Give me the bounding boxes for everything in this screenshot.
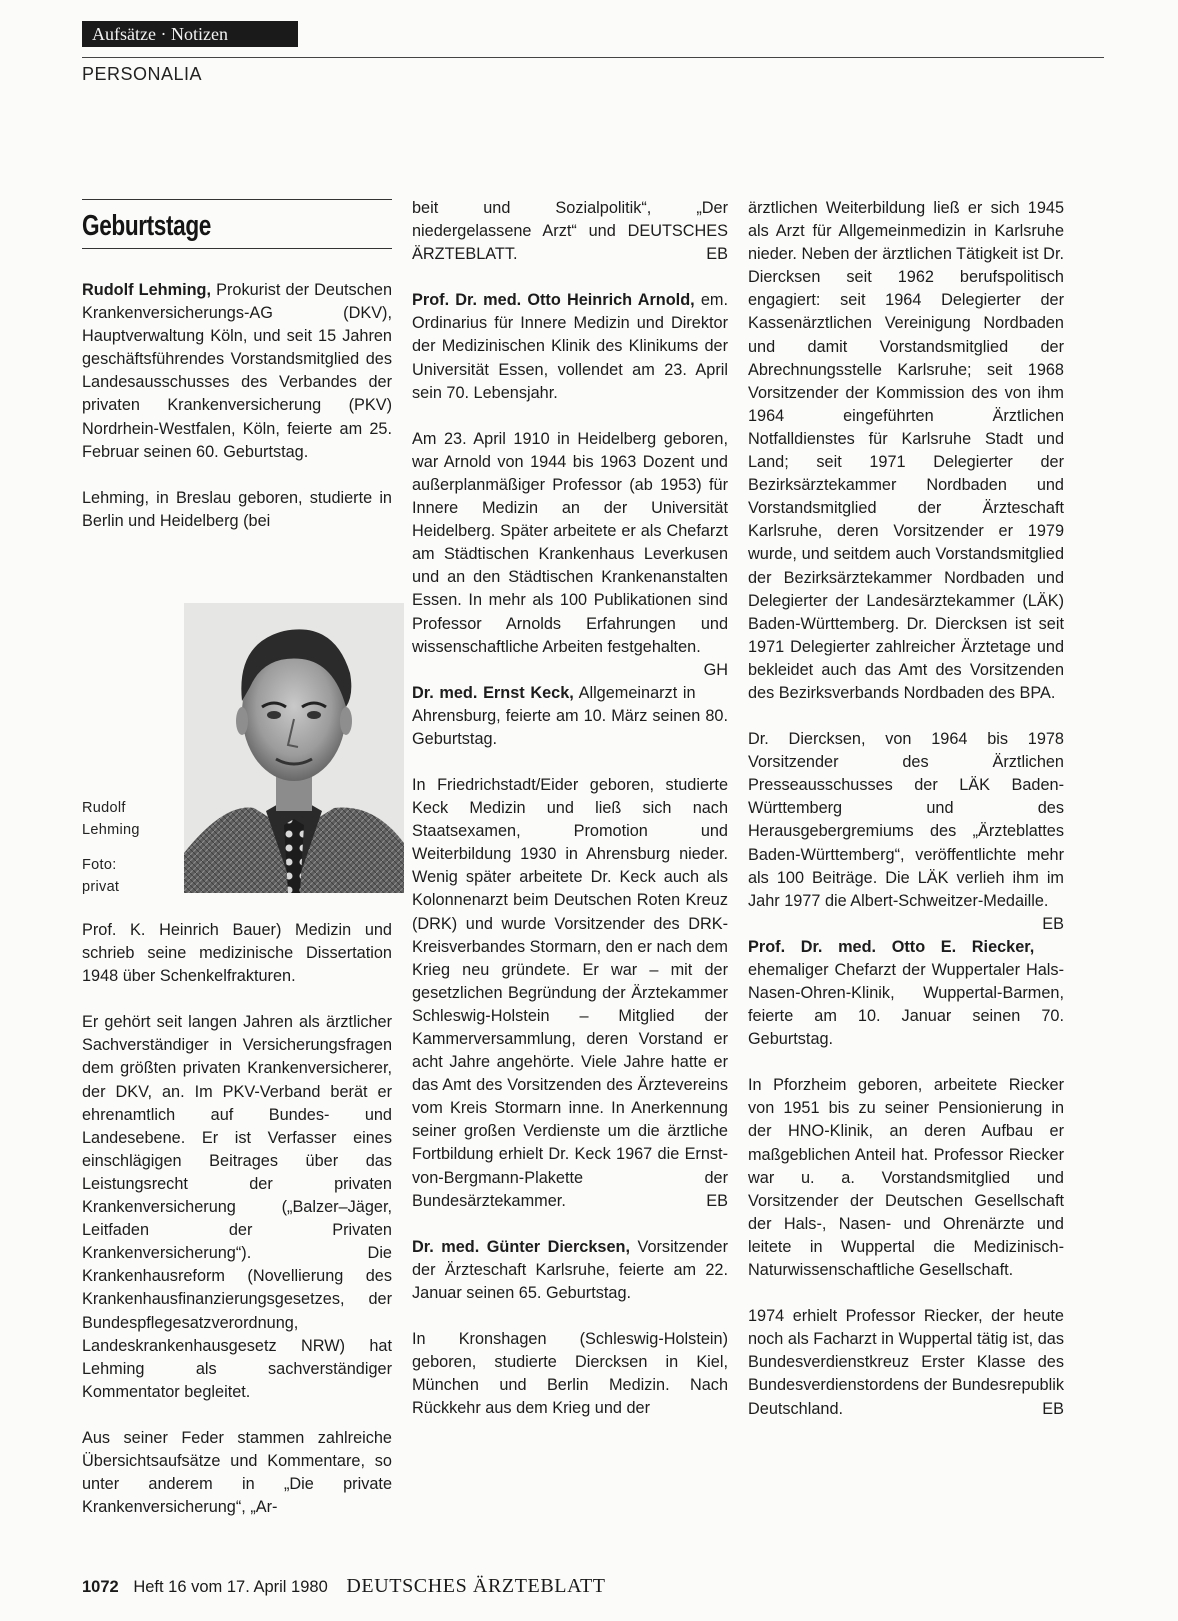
paragraph: Er gehört seit langen Jahren als ärztlicher Sachverständiger in Versicherungsfragen dem größten privaten Krankenversicherer, der DKV, an. Im PKV-Verband berät er ehrenamtlich auf Bundes- und Landesebene. Er ist Verfasser eines einschlägigen Beitrages über das Leistungsrecht der privaten Krankenversicherung („Balzer–Jäger, Leitfaden der Privaten Krankenversicherung“). Die Krankenhausreform (Novellierung des Krankenhausfinanzierungsgesetzes, der Bundespflegesatzverordnung, Landeskrankenhausgesetz NRW) hat Lehming als sachverständiger Kommentator begleitet.: [82, 1013, 392, 1401]
paragraph: In Friedrichstadt/Eider geboren, studierte Keck Medizin und ließ sich nach Staatsexamen, Promotion und Weiterbildung 1930 in Ahrensburg nieder. Wenig später arbeitete Dr. Keck auch als Kolonnenarzt beim Deutschen Roten Kreuz (DRK) und wurde Vorsitzender des DRK-Kreisverbandes Stormarn, den er nach dem Krieg neu gründete. Er war – mit der gesetzlichen Begründung der Ärztekammer Schleswig-Holstein – Mitglied der Kammerversammlung, deren Vorstand er acht Jahre angehörte. Viele Jahre hatte er das Amt des Vorsitzenden des Ärztevereins vom Kreis Stormarn inne. In Anerkennung seiner großen Verdienste um die ärztliche Fortbildung erhielt Dr. Keck 1967 die Ernst-von-Bergmann-Plakette der Bundesärztekammer. EB: [412, 774, 728, 1213]
paragraph: 1974 erhielt Professor Riecker, der heute noch als Facharzt in Wuppertal tätig ist, das Bundesverdienstkreuz Erster Klasse des Bundesverdienstordens der Bundesrepublik Deutschland. EB: [748, 1305, 1064, 1420]
paragraph: beit und Sozialpolitik“, „Der niedergelassene Arzt“ und DEUTSCHES ÄRZTEBLATT. EB: [412, 197, 728, 266]
header-rule: [82, 57, 1104, 58]
person-name: Rudolf Lehming,: [82, 281, 212, 299]
paragraph: Dr. med. Günter Diercksen, Vorsitzender der Ärzteschaft Karlsruhe, feierte am 22. Januar seinen 65. Geburtstag.: [412, 1237, 728, 1302]
paragraph: Dr. Diercksen, von 1964 bis 1978 Vorsitzender des Ärztlichen Presseausschusses der LÄK Baden-Württemberg und des Herausgebergremiums des „Ärzteblattes Baden-Württemberg“, veröffentlichte mehr als 100 Beiträge. Die LÄK verlieh ihm im Jahr 1977 die Albert-Schweitzer-Medaille. EB: [748, 728, 1064, 913]
paragraph: ärztlichen Weiterbildung ließ er sich 1945 als Arzt für Allgemeinmedizin in Karlsruhe nieder. Neben der ärztlichen Tätigkeit ist Dr. Diercksen seit 1962 berufspolitisch engagiert: seit 1964 Delegierter der Kassenärztlichen Vereinigung Nordbaden und damit Vorstandsmitglied der Abrechnungsstelle Karlsruhe; seit 1968 Vorsitzender der Kommission des von ihm 1964 eingeführten Ärztlichen Notfalldienstes für Karlsruhe Stadt und Land; seit 1971 Delegierter der Bezirksärztekammer Nordbaden und Vorstandsmitglied der Ärzteschaft Karlsruhe, deren Vorsitzender er 1979 wurde, und seitdem auch Vorstandsmitglied der Bezirksärztekammer Nordbaden und Delegierter der Landesärztekammer (LÄK) Baden-Württemberg. Dr. Diercksen ist seit 1971 Delegierter zahlreicher Ärztetage und bekleidet auch das Amt des Vorsitzenden des Bezirksverbands Nordbaden des BPA.: [748, 199, 1064, 702]
author-initials: GH: [703, 660, 728, 679]
article-heading: Geburtstage: [82, 210, 211, 242]
section-title: PERSONALIA: [82, 64, 203, 84]
page-number: 1072: [82, 1578, 119, 1596]
author-initials: EB: [1042, 1399, 1064, 1418]
column-3: [748, 197, 1064, 1444]
journal-name: DEUTSCHES ÄRZTEBLATT: [346, 1575, 606, 1597]
heading-rule-top: [82, 199, 392, 200]
paragraph: Prof. Dr. med. Otto E. Riecker, ehemaliger Chefarzt der Wuppertaler Hals-Nasen-Ohren-Klinik, Wuppertal-Barmen, feierte am 10. Januar seinen 70. Geburtstag.: [748, 937, 1064, 1049]
photo-caption-credit: Foto: privat: [82, 857, 120, 895]
person-name: Dr. med. Ernst Keck,: [412, 683, 574, 702]
person-name: Prof. Dr. med. Otto E. Riecker,: [748, 937, 1035, 956]
section-tag: Aufsätze · Notizen: [82, 21, 298, 47]
person-name: Prof. Dr. med. Otto Heinrich Arnold,: [412, 291, 695, 310]
person-name: Dr. med. Günter Diercksen,: [412, 1237, 630, 1256]
paragraph: Dr. med. Ernst Keck, Allgemeinarzt in Ahrensburg, feierte am 10. März seinen 80. Geburtstag.: [412, 683, 728, 748]
paragraph: Aus seiner Feder stammen zahlreiche Übersichtsaufsätze und Kommentare, so unter anderem in „Die private Krankenversicherung“, „Ar-: [82, 1428, 392, 1517]
heading-rule-bottom: [82, 248, 392, 249]
author-initials: EB: [706, 1191, 728, 1210]
paragraph: Am 23. April 1910 in Heidelberg geboren, war Arnold von 1944 bis 1963 Dozent und außerplanmäßiger Professor (ab 1953) für Innere Medizin an der Universität Heidelberg. Später arbeitete er als Chefarzt am Städtischen Krankenhaus Leverkusen und an den Städtischen Krankenanstalten Essen. In mehr als 100 Publikationen sind Professor Arnolds Erfahrungen und wissenschaftliche Arbeiten festgehalten. GH: [412, 428, 728, 659]
portrait-photo: [184, 603, 404, 893]
column-2: [412, 197, 728, 1443]
author-initials: EB: [1042, 914, 1064, 933]
author-initials: EB: [706, 245, 728, 264]
paragraph: Rudolf Lehming, Prokurist der Deutschen Krankenversicherungs-AG (DKV), Hauptverwaltung Köln, und seit 15 Jahren geschäftsführendes Vorstandsmitglied des Landesausschusses des Verbandes der privaten Krankenversicherung (PKV) Nordrhein-Westfalen, Köln, feierte am 25. Februar seinen 60. Geburtstag.: [82, 281, 392, 461]
column-1: [82, 279, 392, 556]
paragraph: Prof. Dr. med. Otto Heinrich Arnold, em. Ordinarius für Innere Medizin und Direktor der Medizinischen Klinik des Klinikums der Universität Essen, vollendet am 23. April sein 70. Lebensjahr.: [412, 291, 728, 402]
paragraph: In Pforzheim geboren, arbeitete Riecker von 1951 bis zu seiner Pensionierung in der HNO-Klinik, an deren Aufbau er maßgeblichen Anteil hat. Professor Riecker war u. a. Vorstandsmitglied und Vorsitzender der Deutschen Gesellschaft der Hals-, Nasen- und Ohrenärzte und leitete in Wuppertal die Medizinisch-Naturwissenschaftliche Gesellschaft.: [748, 1076, 1064, 1280]
page-footer: [82, 1575, 606, 1598]
paragraph: Prof. K. Heinrich Bauer) Medizin und schrieb seine medizinische Dissertation 1948 über Schenkelfrakturen.: [82, 921, 392, 986]
issue-info: Heft 16 vom 17. April 1980: [133, 1578, 328, 1596]
paragraph: In Kronshagen (Schleswig-Holstein) geboren, studierte Diercksen in Kiel, München und Berlin Medizin. Nach Rückkehr aus dem Krieg und der: [412, 1330, 728, 1418]
photo-caption-name: Rudolf Lehming: [82, 800, 140, 838]
column-1-continued: [82, 919, 392, 1542]
paragraph: Lehming, in Breslau geboren, studierte in Berlin und Heidelberg (bei: [82, 488, 392, 530]
